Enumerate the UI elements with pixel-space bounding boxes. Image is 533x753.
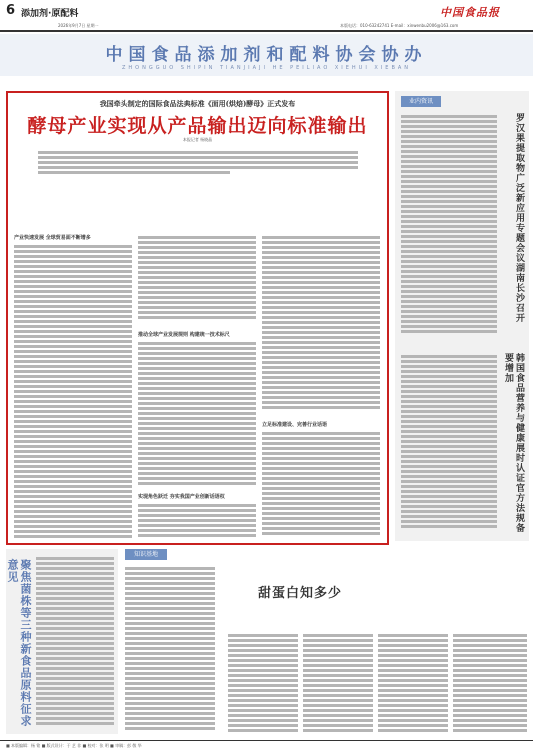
- lead-column-3b: [262, 430, 380, 540]
- paper-logo: 中国食品报: [440, 6, 500, 19]
- lead-column-2c: [138, 502, 256, 540]
- lead-kicker: 我国牵头制定的国际食品法典标准《面用(烘焙)酵母》正式发布: [99, 99, 296, 108]
- right-story-2-text: [401, 353, 497, 535]
- right-story-1-title: 罗汉果提取物广泛新应用专题会议湖南长沙召开: [514, 113, 524, 323]
- lead-subhead-4: 实现角色跃迁 夯实我国产业创新话语权: [138, 494, 225, 500]
- right-story-2-title: 韩国食品营养与健康展时认证官方法规备要增加: [503, 353, 524, 533]
- lead-subhead-3: 立足标准建设、完善行业话语: [262, 422, 328, 428]
- lead-column-2b: [138, 340, 256, 488]
- lead-column-3: [262, 234, 380, 416]
- lead-subhead-1: 产业快速发展 全球贸易面不断增多: [14, 235, 91, 241]
- right-panel-tab: 业内资讯: [401, 96, 441, 107]
- footer-credits: ■ 本版编辑：杨 铭 ■ 版式设计：于 艺 非 ■ 校对：张 明 ■ 审稿：彭 敬 华: [6, 743, 142, 748]
- sweet-protein-title: 甜蛋白知多少: [257, 586, 342, 601]
- masthead: [0, 0, 533, 30]
- lead-byline: 本报记者 杨晓晶: [182, 137, 213, 142]
- bottom-article-col-4: [378, 632, 448, 736]
- knowledge-tab: 知识基地: [125, 549, 167, 560]
- bottom-article-col-3: [303, 632, 373, 736]
- bottom-left-panel: [6, 549, 118, 734]
- bottom-article-col-5: [453, 632, 527, 736]
- banner-title: 中国食品添加剂和配料协会协办: [105, 45, 428, 65]
- association-banner: [0, 34, 533, 76]
- bottom-article-col-2: [228, 632, 298, 736]
- masthead-rule: [0, 30, 533, 32]
- right-story-1-text: [401, 113, 497, 338]
- section-name: 添加剂·原配料: [21, 9, 79, 19]
- right-news-panel: [395, 91, 529, 541]
- lead-subhead-2: 推动全球产业发展规则 构建统一技术标尺: [138, 332, 230, 338]
- contact-line: 本版电话：010-63242741 E-mail：xinwenbu2006@163.com: [340, 23, 459, 28]
- lead-story-box: [6, 91, 389, 545]
- bottom-article-col-1: [125, 565, 215, 735]
- lead-column-2: [138, 234, 256, 326]
- lead-intro: [38, 149, 358, 177]
- page-number: 6: [6, 3, 16, 18]
- lead-column-1: [14, 243, 132, 539]
- footer-rule: [0, 740, 533, 741]
- date-line: 2026年9月7日 星期一: [58, 23, 99, 28]
- lead-headline: 酵母产业实现从产品输出迈向标准输出: [27, 115, 368, 137]
- banner-pinyin: ZHONGGUO SHIPIN TIANJIAJI HE PEILIAO XIEHUI XIEBAN: [121, 65, 412, 71]
- bottom-left-title: 聚焦菌株等三种新食品原料征求意见: [6, 559, 32, 727]
- bottom-left-text: [36, 555, 114, 729]
